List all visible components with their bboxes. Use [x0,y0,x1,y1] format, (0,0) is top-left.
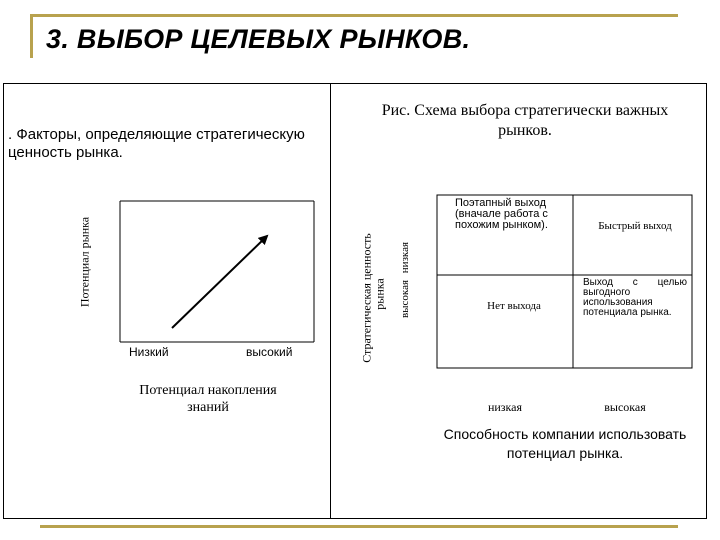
slide-title: 3. ВЫБОР ЦЕЛЕВЫХ РЫНКОВ. [46,24,471,54]
right-x-axis-label: Способность компании использовать потенциал рынка. [443,426,687,461]
right-y-axis-label-line2: рынка [372,278,387,310]
left-panel-title: . Факторы, определяющие стратегическую ценность рынка. [8,126,305,161]
left-x-axis-label: Потенциал накопления знаний [139,383,277,415]
matrix-cell-top-left: Поэтапный выход (вначале работа с похожим рынком). [455,197,548,231]
matrix-cell-bottom-left: Нет выхода [487,300,541,312]
growth-arrow [172,236,267,328]
left-y-axis-label: Потенциал рынка [77,216,92,308]
right-x-tick-high: высокая [604,400,646,414]
right-y-axis-label: Стратегическая ценность [359,233,374,363]
figure-caption: Рис. Схема выбора стратегически важных рынков. [381,102,669,139]
left-x-tick-high: высокий [246,345,293,359]
left-x-tick-low: Низкий [129,345,169,359]
matrix-cell-bottom-right: Выход с целью выгодного использования потенциала рынка. [583,277,687,318]
right-y-tick-labels: высокая низкая [399,241,411,319]
right-x-tick-low: низкая [487,400,523,414]
matrix-cell-top-right: Быстрый выход [598,220,672,232]
